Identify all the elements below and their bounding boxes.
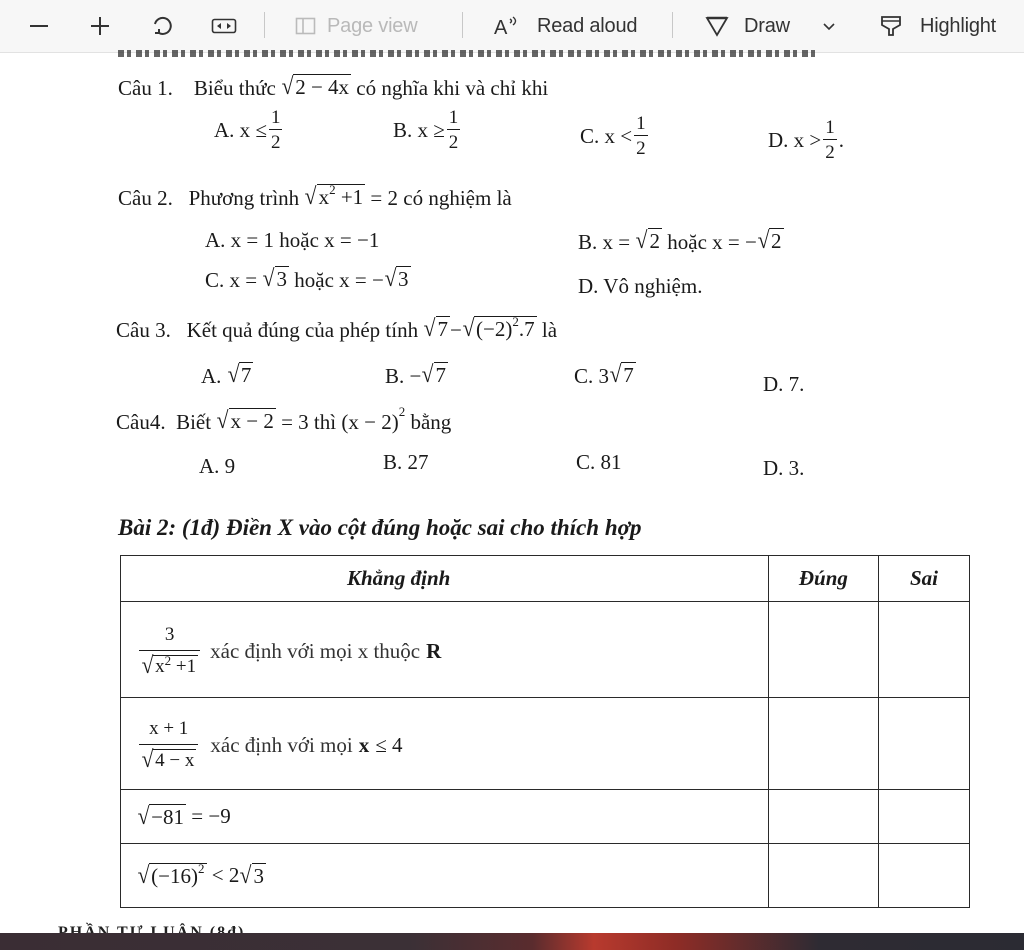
condition-variable: x	[358, 733, 370, 757]
radicand: (−2)	[476, 317, 513, 341]
q1-option-d	[768, 118, 844, 162]
taskbar-strip	[0, 933, 1024, 950]
q2-label: Câu 2.	[118, 186, 173, 211]
draw-options-dropdown[interactable]	[822, 0, 836, 52]
q4-lead: Biết	[176, 410, 212, 435]
q1-option-c	[580, 114, 650, 158]
fraction	[139, 719, 198, 772]
sqrt: √ 7	[422, 362, 447, 389]
header-claim: Khẳng định	[121, 556, 769, 602]
header-false: Sai	[878, 556, 969, 602]
q1-option-a	[214, 108, 284, 152]
claim-cell	[121, 602, 769, 698]
true-false-table	[120, 555, 970, 908]
q2-radicand-rest: +1	[335, 185, 364, 209]
toolbar-separator	[264, 12, 265, 38]
sqrt: √ $x^2 +1$	[141, 653, 197, 679]
fraction	[139, 625, 200, 678]
claim-cell	[121, 844, 769, 908]
highlight-label: Highlight	[920, 14, 997, 37]
draw-pen-icon	[704, 14, 730, 38]
sqrt: √ 7	[609, 362, 634, 389]
q3-option-d: D. 7.	[763, 372, 805, 396]
sqrt: √ 4 − x	[141, 747, 195, 773]
fit-width-icon	[211, 15, 237, 37]
highlighter-icon	[878, 14, 904, 38]
numerator: 1	[270, 107, 281, 128]
q1-option-b	[393, 108, 462, 152]
sqrt: √ $(-2)^2.7$	[462, 314, 535, 343]
denominator: 2	[634, 135, 648, 158]
condition-bound: ≤ 4	[375, 733, 403, 757]
q2-b-prefix: B. x =	[578, 230, 631, 255]
zoom-out-button[interactable]	[28, 0, 50, 52]
q1-option-c-text: C. x <	[580, 123, 633, 148]
q3-label: Câu 3.	[116, 318, 171, 343]
pdf-toolbar	[0, 0, 1024, 53]
q4-option-b: B. 27	[383, 450, 429, 474]
zoom-in-button[interactable]	[89, 0, 111, 52]
sqrt: √ $(-16)^2$	[137, 860, 205, 890]
q2-sqrt: √ $x^2 +1$	[305, 182, 364, 211]
minus-sign: −	[450, 318, 462, 343]
sqrt: √ −81	[137, 804, 185, 831]
numerator: 1	[825, 117, 835, 138]
false-cell[interactable]	[878, 602, 969, 698]
claim-cell	[121, 790, 769, 844]
plus-icon	[89, 15, 111, 37]
radicand: 7	[437, 317, 449, 341]
claim-text: xác định với mọi	[210, 733, 353, 757]
draw-label: Draw	[744, 14, 790, 37]
q2-c-middle: hoặc x = −	[294, 268, 384, 293]
rotate-icon	[150, 14, 174, 38]
q1-option-b-text: B. x ≥	[393, 117, 445, 142]
read-aloud-icon	[493, 14, 521, 38]
q4-option-d: D. 3.	[763, 456, 805, 480]
q1-radicand: 2 − 4x	[295, 75, 350, 99]
true-cell[interactable]	[768, 790, 878, 844]
q2-tail: = 2 có nghiệm là	[370, 186, 512, 211]
table-row	[121, 698, 970, 790]
radicand: 2	[771, 229, 782, 253]
page-view-button[interactable]	[295, 0, 417, 52]
q1-lead: Biểu thức	[193, 76, 276, 101]
q4-exponent: 2	[398, 404, 406, 419]
q4-option-a: A. 9	[199, 454, 236, 478]
q3-option-c	[574, 362, 636, 387]
radicand: 4 − x	[155, 750, 195, 772]
radicand: 7	[240, 363, 252, 387]
q2-b-middle: hoặc x = −	[667, 230, 757, 255]
question-1	[118, 74, 548, 99]
q2-lead: Phương trình	[188, 186, 300, 211]
table-header-row	[121, 556, 970, 602]
q1-sqrt: √ 2 − 4x	[281, 74, 350, 101]
radicand: 2	[649, 229, 661, 253]
q4-radicand: x − 2	[230, 409, 274, 433]
q4-label: Câu4.	[116, 410, 166, 435]
q4-tail: bằng	[410, 410, 452, 435]
radicand: (−16)	[151, 863, 199, 888]
radicand: −81	[151, 804, 185, 829]
q1-option-d-text: D. x >	[768, 127, 822, 152]
toolbar-separator	[462, 12, 463, 38]
false-cell[interactable]	[878, 698, 969, 790]
question-3	[116, 316, 557, 341]
false-cell[interactable]	[878, 790, 969, 844]
numerator: 1	[448, 107, 459, 128]
q3-option-a	[201, 362, 253, 387]
q3-option-b	[385, 362, 448, 387]
q1-tail: có nghĩa khi và chỉ khi	[356, 76, 549, 101]
clipped-heading-line	[118, 50, 818, 60]
real-set-symbol: R	[426, 639, 442, 663]
radicand: 3	[253, 863, 265, 888]
question-4	[116, 404, 452, 435]
q2-option-a: A. x = 1 hoặc x = −1	[205, 228, 380, 252]
true-cell[interactable]	[768, 844, 878, 908]
sqrt: √ 2	[636, 228, 661, 255]
numerator: x + 1	[149, 718, 189, 739]
sqrt: √ 3	[263, 266, 288, 293]
draw-button[interactable]	[704, 0, 790, 52]
fraction-one-half	[823, 118, 837, 162]
table-row	[121, 790, 970, 844]
read-aloud-label: Read aloud	[537, 14, 638, 37]
radicand: 3	[398, 267, 409, 291]
sqrt: √ 2	[757, 228, 782, 255]
exponent: 2	[512, 314, 519, 329]
numerator: 1	[636, 113, 646, 134]
radicand-rest: .7	[518, 317, 535, 341]
read-aloud-button[interactable]	[493, 0, 637, 52]
fraction-one-half	[447, 108, 461, 152]
q3-tail: là	[541, 318, 558, 343]
q1-label: Câu 1.	[118, 76, 173, 101]
exponent: 2	[164, 653, 172, 669]
claim-text: = −9	[191, 804, 231, 829]
q3-lead: Kết quả đúng của phép tính	[186, 318, 419, 343]
table-row	[121, 602, 970, 698]
fit-page-button[interactable]	[211, 0, 237, 52]
q2-option-b	[578, 228, 784, 253]
true-cell[interactable]	[768, 698, 878, 790]
false-cell[interactable]	[878, 844, 969, 908]
radicand-rest: +1	[171, 656, 197, 678]
denominator: 2	[269, 129, 283, 152]
q1-option-a-text: A. x ≤	[214, 117, 267, 142]
section-2-title: Bài 2: (1đ) Điền X vào cột đúng hoặc sai cho thích hợp	[118, 515, 642, 540]
fraction-one-half	[269, 108, 283, 152]
denominator: 2	[447, 129, 461, 152]
q4-option-c: C. 81	[576, 450, 622, 474]
q2-radicand-exponent: 2	[329, 182, 336, 197]
denominator: 2	[823, 139, 837, 162]
chevron-down-icon	[822, 19, 836, 33]
sqrt: √ 3	[240, 863, 265, 890]
svg-text:A: A	[494, 17, 508, 38]
q3-c-prefix: C. 3	[574, 364, 610, 389]
q2-option-d: D. Vô nghiệm.	[578, 274, 703, 298]
sqrt: √ 3	[384, 266, 409, 293]
exponent: 2	[198, 860, 205, 876]
claim-cell	[121, 698, 769, 790]
q4-middle: = 3 thì (x − 2)	[281, 410, 399, 435]
q2-option-c	[205, 266, 411, 291]
question-2	[118, 184, 512, 209]
radicand: 7	[435, 363, 447, 387]
pdf-page	[0, 52, 1024, 932]
header-true: Đúng	[768, 556, 878, 602]
page-view-icon	[295, 15, 319, 37]
toolbar-separator	[672, 12, 673, 38]
q3-a-prefix: A.	[201, 364, 222, 389]
sqrt: √ 7	[424, 316, 449, 343]
period: .	[838, 127, 845, 152]
q2-c-prefix: C. x =	[205, 268, 258, 293]
claim-text: < 2	[211, 863, 240, 888]
true-cell[interactable]	[768, 602, 878, 698]
highlight-button[interactable]	[878, 0, 996, 52]
q2-radicand-base: x	[318, 185, 330, 209]
minus-icon	[28, 15, 50, 37]
q3-b-prefix: B. −	[385, 364, 422, 389]
sqrt: √ 7	[227, 362, 252, 389]
claim-text: xác định với mọi x thuộc	[210, 639, 421, 663]
table-row	[121, 844, 970, 908]
q4-sqrt: √ x − 2	[216, 408, 274, 435]
rotate-button[interactable]	[150, 0, 174, 52]
numerator: 3	[164, 624, 175, 645]
page-view-label: Page view	[327, 14, 418, 37]
radicand: 3	[276, 267, 288, 291]
radicand: x	[155, 656, 165, 678]
radicand: 7	[623, 363, 634, 387]
fraction-one-half	[634, 114, 648, 158]
